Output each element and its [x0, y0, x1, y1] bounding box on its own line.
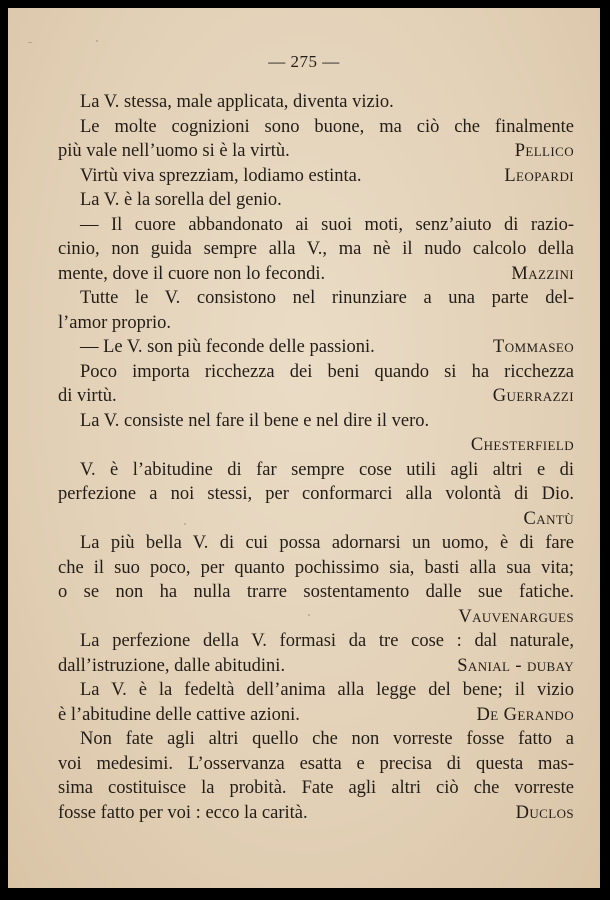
text-line: mente, dove il cuore non lo fecondi. — [58, 263, 326, 284]
author-name: Chesterfield — [470, 435, 574, 455]
text-line-with-author — [58, 703, 574, 728]
paper-speck — [28, 42, 32, 43]
book-page — [8, 8, 600, 888]
text-line: di virtù. — [58, 386, 117, 406]
author-name: Tommaseo — [493, 337, 574, 357]
text-line-with-author — [58, 801, 574, 826]
text-line: l’amor proprio. — [58, 312, 172, 333]
page-number: — 275 — — [268, 52, 340, 71]
author-name: De Gerando — [476, 704, 574, 725]
text-line: che il suo poco, per quanto pochissimo sia, basti alla sua vita; — [58, 557, 574, 578]
text-line: perfezione a noi stessi, per conformarci alla volontà di Dio. — [58, 484, 574, 504]
text-line: La più bella V. di cui possa adornarsi un uomo, è di fare — [80, 533, 574, 553]
text-line: — Il cuore abbandonato ai suoi moti, senz’aiuto di razio- — [80, 214, 574, 235]
text-line: dall’istruzione, dalle abitudini. — [58, 655, 286, 676]
text-line-with-author — [58, 335, 574, 360]
author-name: Duclos — [515, 802, 574, 823]
text-line: La perfezione della V. formasi da tre cose : dal naturale, — [80, 631, 574, 651]
text-line: voi medesimi. L’osservanza esatta e precisa di questa mas- — [58, 753, 574, 774]
text-line: Non fate agli altri quello che non vorreste fosse fatto a — [80, 729, 574, 749]
text-line-with-author — [58, 164, 574, 189]
text-line: Le molte cognizioni sono buone, ma ciò che finalmente — [80, 116, 574, 137]
text-line: La V. è la fedeltà dell’anima alla legge del bene; il vizio — [80, 680, 574, 700]
text-line: La V. stessa, male applicata, diventa vizio. — [80, 92, 394, 112]
text-line-with-author — [58, 139, 574, 164]
text-line-with-author — [58, 262, 574, 287]
text-line: Tutte le V. consistono nel rinunziare a una parte del- — [80, 288, 574, 308]
author-name: Sanial - dubay — [457, 655, 574, 676]
author-name: Guerrazzi — [492, 386, 574, 406]
text-line: fosse fatto per voi : ecco la carità. — [58, 802, 308, 823]
text-line: Poco importa ricchezza dei beni quando si ha ricchezza — [80, 361, 574, 382]
text-line: La V. è la sorella del genio. — [80, 190, 282, 210]
author-name: Leopardi — [504, 165, 574, 186]
text-line: Virtù viva sprezziam, lodiamo estinta. — [80, 165, 362, 186]
text-line: V. è l’abitudine di far sempre cose utili agli altri e di — [80, 459, 574, 480]
text-line-with-author — [58, 654, 574, 679]
text-line: — Le V. son più feconde delle passioni. — [80, 337, 375, 357]
author-name: Pellico — [514, 141, 574, 161]
author-name: Vauvenargues — [458, 606, 574, 627]
page-text — [58, 90, 574, 825]
text-line-with-author — [58, 384, 574, 409]
text-line: sima costituisce la probità. Fate agli altri ciò che vorreste — [58, 778, 574, 798]
text-line: cinio, non guida sempre alla V., ma nè il nudo calcolo della — [58, 239, 574, 259]
text-line: più vale nell’uomo si è la virtù. — [58, 141, 290, 161]
author-name: Mazzini — [511, 263, 574, 284]
text-line: o se non ha nulla trarre sostentamento dalle sue fatiche. — [58, 582, 574, 602]
author-name: Cantù — [523, 508, 574, 529]
text-line: è l’abitudine delle cattive azioni. — [58, 704, 300, 725]
text-line: La V. consiste nel fare il bene e nel dire il vero. — [80, 410, 430, 431]
paper-speck — [96, 40, 98, 42]
